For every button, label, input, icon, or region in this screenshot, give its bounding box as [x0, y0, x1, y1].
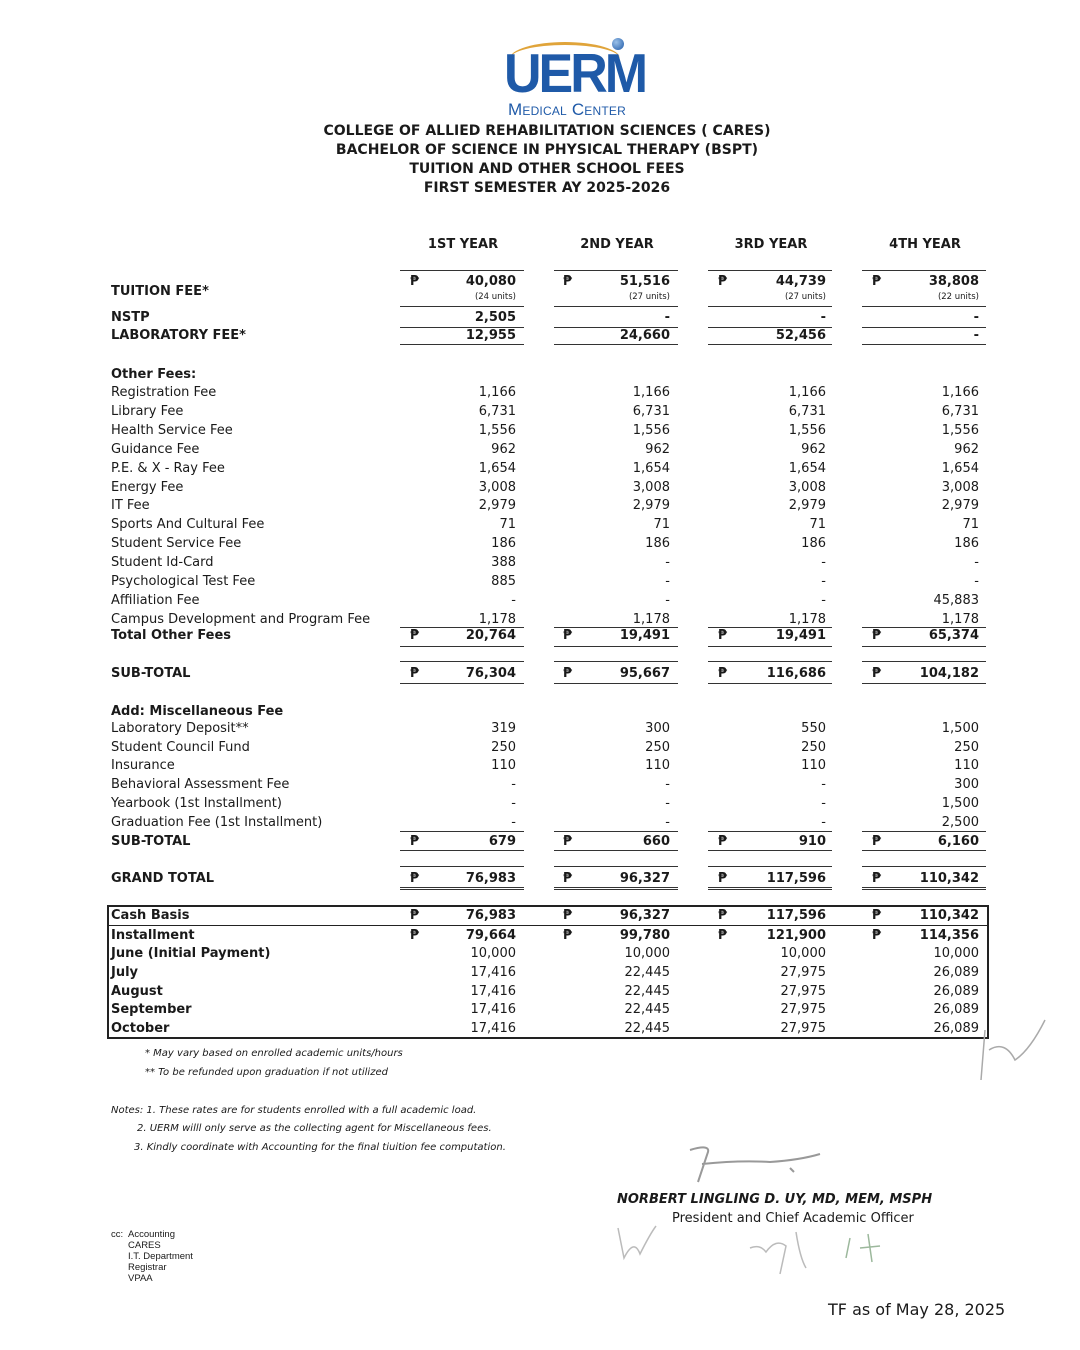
- cell-value: 1,178: [478, 611, 516, 627]
- cell-value: 76,983: [465, 908, 516, 923]
- row-label: Registration Fee: [111, 385, 217, 400]
- cell-value: 2,979: [788, 498, 826, 514]
- cell-value: 1,654: [941, 460, 979, 476]
- cell-value: -: [821, 777, 826, 793]
- misc-fee-row: [111, 721, 1001, 740]
- cell-value: 12,955: [465, 328, 516, 343]
- row-label: Graduation Fee (1st Installment): [111, 814, 323, 830]
- peso-sign: ₱: [872, 908, 882, 923]
- row-label: P.E. & X - Ray Fee: [111, 460, 225, 476]
- total-other-fees-line-4: [862, 646, 986, 647]
- cell-value: 2,505: [474, 310, 516, 325]
- column-header-3: 3RD YEAR: [734, 237, 808, 252]
- cell-value: 116,686: [766, 666, 826, 681]
- peso-sign: ₱: [563, 274, 573, 289]
- peso-sign: ₱: [410, 928, 420, 943]
- peso-sign: ₱: [718, 666, 728, 681]
- misc-subtotal-line-1: [400, 850, 524, 851]
- cell-value: 71: [809, 517, 826, 533]
- note-1: Notes: 1. These rates are for students enrolled with a full academic load.: [111, 1105, 477, 1116]
- cell-value: 1,166: [941, 385, 979, 400]
- fee-row: [111, 536, 1001, 555]
- cell-value: 186: [954, 536, 979, 552]
- cell-value: 17,416: [470, 983, 516, 999]
- document-header: [0, 122, 1080, 198]
- row-label: TUITION FEE*: [111, 284, 209, 299]
- row-label: August: [111, 983, 163, 999]
- cell-value: 962: [491, 441, 516, 457]
- row-label: Yearbook (1st Installment): [111, 795, 282, 811]
- row-label: GRAND TOTAL: [111, 871, 215, 886]
- misc-subtotal-line-2: [554, 850, 678, 851]
- grand-total-double-line-2: [554, 887, 678, 890]
- section-heading: Add: Miscellaneous Fee: [111, 704, 284, 719]
- cell-value: 1,556: [478, 422, 516, 438]
- cell-value: -: [974, 555, 979, 571]
- fee-row: [111, 423, 1001, 442]
- subtotal-bottom-line-1: [400, 683, 524, 684]
- grand-total-top-line-2: [554, 866, 678, 867]
- tuition-bottom-line-3: [708, 306, 832, 307]
- peso-sign: ₱: [872, 834, 882, 849]
- cell-value: 1,556: [941, 422, 979, 438]
- cell-value: 6,160: [937, 834, 979, 849]
- cell-value: 110,342: [919, 871, 979, 886]
- row-label: Laboratory Deposit**: [111, 721, 249, 736]
- cell-value: 20,764: [465, 628, 516, 643]
- misc-fee-row: [111, 740, 1001, 759]
- cell-value: -: [820, 310, 826, 325]
- tuition-bottom-line-4: [862, 306, 986, 307]
- peso-sign: ₱: [872, 871, 882, 886]
- footnote-2: ** To be refunded upon graduation if not utilized: [145, 1067, 388, 1078]
- cell-value: 76,983: [465, 871, 516, 886]
- cell-value: -: [511, 777, 516, 793]
- cell-value: 1,166: [632, 385, 670, 400]
- logo-subtitle: Medical Center: [508, 100, 626, 119]
- cell-value: -: [511, 814, 516, 830]
- tuition-top-line-4: [862, 270, 986, 271]
- cell-value: 1,166: [788, 385, 826, 400]
- cc-block: [111, 1229, 193, 1284]
- as-of-date: TF as of May 28, 2025: [828, 1300, 1006, 1319]
- row-label: Library Fee: [111, 403, 184, 419]
- peso-sign: ₱: [563, 834, 573, 849]
- subtotal-top-line-4: [862, 661, 986, 662]
- cell-value: 27,975: [780, 983, 826, 999]
- fee-row: [111, 404, 1001, 423]
- subtotal-bottom-line-2: [554, 683, 678, 684]
- row-label: LABORATORY FEE*: [111, 328, 246, 343]
- cell-value: 52,456: [775, 328, 826, 343]
- cell-value: 3,008: [478, 479, 516, 495]
- cell-value: 186: [491, 536, 516, 552]
- grand-total-top-line-3: [708, 866, 832, 867]
- peso-sign: ₱: [410, 871, 420, 886]
- cell-value: 22,445: [624, 983, 670, 999]
- fee-row: [111, 555, 1001, 574]
- grand-total-top-line-4: [862, 866, 986, 867]
- cell-value: 3,008: [632, 479, 670, 495]
- units-note: (27 units): [784, 292, 826, 302]
- row-label: Affiliation Fee: [111, 592, 200, 608]
- cell-value: -: [665, 592, 670, 608]
- cell-value: 1,166: [478, 385, 516, 400]
- cell-value: 10,000: [933, 946, 979, 961]
- cell-value: 17,416: [470, 964, 516, 980]
- misc-subtotal-line-3: [708, 850, 832, 851]
- cell-value: 51,516: [619, 274, 670, 289]
- cell-value: -: [821, 592, 826, 608]
- logo-brand: UERM: [504, 43, 646, 105]
- peso-sign: ₱: [718, 928, 728, 943]
- fee-row: [111, 498, 1001, 517]
- peso-sign: ₱: [410, 628, 420, 643]
- other-fees-heading: [111, 367, 1001, 386]
- cc-recipients: [128, 1229, 193, 1284]
- misc-line-4: [862, 831, 986, 832]
- term: FIRST SEMESTER AY 2025-2026: [423, 180, 671, 196]
- cc-recipient: CARES: [128, 1240, 161, 1251]
- cc-recipient: Accounting: [128, 1229, 176, 1240]
- misc-line-2: [554, 831, 678, 832]
- cell-value: 388: [491, 555, 516, 571]
- cell-value: 71: [653, 517, 670, 533]
- peso-sign: ₱: [410, 666, 420, 681]
- cell-value: 99,780: [619, 928, 670, 943]
- cell-value: 19,491: [775, 628, 826, 643]
- footnote-1: * May vary based on enrolled academic units/hours: [145, 1048, 403, 1059]
- peso-sign: ₱: [718, 908, 728, 923]
- row-label: Student Council Fund: [111, 739, 250, 755]
- tuition-top-line-3: [708, 270, 832, 271]
- cell-value: 186: [801, 536, 826, 552]
- total-other-fees-line-3: [708, 646, 832, 647]
- cell-value: -: [665, 777, 670, 793]
- row-label: Psychological Test Fee: [111, 574, 256, 589]
- peso-sign: ₱: [872, 274, 882, 289]
- cell-value: 121,900: [766, 928, 826, 943]
- cell-value: 319: [491, 721, 516, 736]
- peso-sign: ₱: [718, 628, 728, 643]
- subtotal-bottom-line-4: [862, 683, 986, 684]
- cell-value: 3,008: [788, 479, 826, 495]
- column-header-1: 1ST YEAR: [427, 237, 499, 252]
- cell-value: 2,979: [632, 498, 670, 514]
- misc-line-1: [400, 831, 524, 832]
- row-label: June (Initial Payment): [111, 946, 271, 961]
- cell-value: 1,556: [632, 422, 670, 438]
- cell-value: 114,356: [919, 928, 979, 943]
- row-label: Insurance: [111, 758, 175, 774]
- cell-value: 660: [642, 834, 670, 849]
- peso-sign: ₱: [563, 928, 573, 943]
- peso-sign: ₱: [563, 871, 573, 886]
- cell-value: 44,739: [775, 274, 826, 289]
- cell-value: -: [664, 310, 670, 325]
- program-name: BACHELOR OF SCIENCE IN PHYSICAL THERAPY (BSPT): [335, 142, 759, 158]
- peso-sign: ₱: [872, 666, 882, 681]
- cell-value: 2,979: [478, 498, 516, 514]
- laboratory-bottom-line-3: [708, 344, 832, 345]
- initials-scribble: [610, 1218, 900, 1278]
- cell-value: -: [511, 795, 516, 811]
- cell-value: -: [973, 328, 979, 343]
- row-label: Behavioral Assessment Fee: [111, 777, 290, 793]
- note-3: 3. Kindly coordinate with Accounting for the final tiuition fee computation.: [134, 1142, 506, 1153]
- cell-value: 6,731: [478, 403, 516, 419]
- cell-value: 250: [801, 739, 826, 755]
- peso-sign: ₱: [718, 871, 728, 886]
- cell-value: 38,808: [928, 274, 979, 289]
- cell-value: -: [821, 814, 826, 830]
- cell-value: 96,327: [619, 908, 670, 923]
- cc-recipient: I.T. Department: [128, 1251, 193, 1262]
- cell-value: 110: [801, 758, 826, 774]
- cell-value: 962: [801, 441, 826, 457]
- initial-scribble: [975, 1010, 1055, 1090]
- cell-value: 10,000: [470, 946, 516, 961]
- cell-value: -: [974, 574, 979, 589]
- cell-value: -: [821, 795, 826, 811]
- row-label: SUB-TOTAL: [111, 666, 191, 681]
- cell-value: -: [665, 574, 670, 589]
- cell-value: 117,596: [766, 908, 826, 923]
- cell-value: 186: [645, 536, 670, 552]
- total-other-fees-line-2: [554, 646, 678, 647]
- cell-value: 250: [645, 739, 670, 755]
- row-label: July: [111, 964, 139, 980]
- cell-value: 95,667: [619, 666, 670, 681]
- cell-value: 300: [645, 721, 670, 736]
- cell-value: 110: [645, 758, 670, 774]
- peso-sign: ₱: [563, 908, 573, 923]
- fee-row: [111, 442, 1001, 461]
- fee-row: [111, 517, 1001, 536]
- tuition-top-line-2: [554, 270, 678, 271]
- grand-total-double-line-3: [708, 887, 832, 890]
- subtotal-top-line-1: [400, 661, 524, 662]
- cell-value: 2,979: [941, 498, 979, 514]
- cell-value: 1,178: [941, 611, 979, 627]
- subtotal-bottom-line-3: [708, 683, 832, 684]
- cell-value: 17,416: [470, 1002, 516, 1018]
- cell-value: 45,883: [933, 592, 979, 608]
- document-title: TUITION AND OTHER SCHOOL FEES: [409, 161, 685, 177]
- cell-value: 2,500: [941, 814, 979, 830]
- laboratory-bottom-line-4: [862, 344, 986, 345]
- misc-fee-row: [111, 758, 1001, 777]
- fee-row: [111, 461, 1001, 480]
- cell-value: 6,731: [788, 403, 826, 419]
- column-header-2: 2ND YEAR: [580, 237, 654, 252]
- cell-value: 1,500: [941, 721, 979, 736]
- total-other-fees-line-1: [400, 646, 524, 647]
- cell-value: 26,089: [933, 1002, 979, 1018]
- cell-value: 1,178: [788, 611, 826, 627]
- note-2: 2. UERM willl only serve as the collecting agent for Miscellaneous fees.: [137, 1123, 492, 1134]
- cell-value: 679: [488, 834, 516, 849]
- cell-value: 27,975: [780, 1021, 826, 1037]
- cell-value: -: [821, 555, 826, 571]
- cc-label: cc:: [111, 1229, 124, 1240]
- cell-value: -: [665, 555, 670, 571]
- cell-value: 40,080: [465, 274, 516, 289]
- uerm-logo: [490, 36, 650, 120]
- cell-value: 22,445: [624, 1002, 670, 1018]
- cell-value: 96,327: [619, 871, 670, 886]
- grand-total-top-line-1: [400, 866, 524, 867]
- peso-sign: ₱: [410, 274, 420, 289]
- cell-value: 117,596: [766, 871, 826, 886]
- cell-value: -: [665, 814, 670, 830]
- row-label: Guidance Fee: [111, 441, 200, 457]
- laboratory-bottom-line-1: [400, 344, 524, 345]
- cell-value: 71: [962, 517, 979, 533]
- misc-fee-row: [111, 777, 1001, 796]
- cell-value: 3,008: [941, 479, 979, 495]
- misc-subtotal-line-4: [862, 850, 986, 851]
- cell-value: 1,556: [788, 422, 826, 438]
- cell-value: 27,975: [780, 964, 826, 980]
- cell-value: 22,445: [624, 964, 670, 980]
- row-label: IT Fee: [111, 498, 150, 514]
- cell-value: 1,654: [788, 460, 826, 476]
- peso-sign: ₱: [718, 274, 728, 289]
- section-heading: Other Fees:: [111, 367, 197, 382]
- signatory-title: President and Chief Academic Officer: [672, 1211, 914, 1226]
- units-note: (22 units): [937, 292, 979, 302]
- signature-scribble: [680, 1138, 830, 1188]
- fee-row: [111, 385, 1001, 404]
- cc-recipient: Registrar: [128, 1262, 167, 1273]
- cell-value: 79,664: [465, 928, 516, 943]
- cell-value: 27,975: [780, 1002, 826, 1018]
- units-note: (24 units): [474, 292, 516, 302]
- cell-value: -: [665, 795, 670, 811]
- cell-value: 962: [954, 441, 979, 457]
- peso-sign: ₱: [410, 908, 420, 923]
- cell-value: 71: [499, 517, 516, 533]
- cell-value: 26,089: [933, 983, 979, 999]
- cc-recipient: VPAA: [128, 1273, 153, 1284]
- cell-value: 19,491: [619, 628, 670, 643]
- row-label: October: [111, 1021, 170, 1037]
- cell-value: 1,654: [478, 460, 516, 476]
- cell-value: 22,445: [624, 1021, 670, 1037]
- cell-value: 250: [954, 739, 979, 755]
- college-name: COLLEGE OF ALLIED REHABILITATION SCIENCES ( CARES): [323, 123, 771, 139]
- cell-value: 6,731: [632, 403, 670, 419]
- fee-row: [111, 574, 1001, 593]
- cell-value: 104,182: [919, 666, 979, 681]
- cell-value: 6,731: [941, 403, 979, 419]
- row-label: Cash Basis: [111, 908, 190, 923]
- cell-value: 250: [491, 739, 516, 755]
- cell-value: 885: [491, 574, 516, 589]
- cell-value: 910: [798, 834, 826, 849]
- peso-sign: ₱: [718, 834, 728, 849]
- peso-sign: ₱: [410, 834, 420, 849]
- cell-value: 17,416: [470, 1021, 516, 1037]
- tuition-top-line-1: [400, 270, 524, 271]
- cell-value: -: [821, 574, 826, 589]
- units-note: (27 units): [628, 292, 670, 302]
- cell-value: 1,178: [632, 611, 670, 627]
- signatory-name: NORBERT LINGLING D. UY, MD, MEM, MSPH: [617, 1192, 933, 1207]
- cell-value: 10,000: [624, 946, 670, 961]
- fee-row: [111, 593, 1001, 612]
- cell-value: 110,342: [919, 908, 979, 923]
- peso-sign: ₱: [872, 628, 882, 643]
- cell-value: 26,089: [933, 1021, 979, 1037]
- cell-value: 550: [801, 721, 826, 736]
- cell-value: 10,000: [780, 946, 826, 961]
- row-label: Campus Development and Program Fee: [111, 611, 371, 627]
- cell-value: -: [973, 310, 979, 325]
- cell-value: 110: [491, 758, 516, 774]
- cell-value: 24,660: [619, 328, 670, 343]
- cell-value: -: [511, 592, 516, 608]
- row-label: Installment: [111, 928, 195, 943]
- peso-sign: ₱: [563, 666, 573, 681]
- grand-total-double-line-1: [400, 887, 524, 890]
- payment-divider: [107, 925, 987, 926]
- row-label: Health Service Fee: [111, 422, 233, 438]
- cell-value: 26,089: [933, 964, 979, 980]
- cell-value: 1,654: [632, 460, 670, 476]
- row-label: SUB-TOTAL: [111, 834, 191, 849]
- row-label: NSTP: [111, 310, 150, 325]
- tuition-bottom-line-2: [554, 306, 678, 307]
- cell-value: 110: [954, 758, 979, 774]
- total-other-fees-row: [111, 628, 1001, 647]
- laboratory-bottom-line-2: [554, 344, 678, 345]
- row-label: September: [111, 1002, 192, 1018]
- cell-value: 300: [954, 777, 979, 793]
- grand-total-double-line-4: [862, 887, 986, 890]
- peso-sign: ₱: [563, 628, 573, 643]
- subtotal-top-line-3: [708, 661, 832, 662]
- row-label: Student Service Fee: [111, 536, 242, 552]
- cell-value: 1,500: [941, 795, 979, 811]
- fee-row: [111, 480, 1001, 499]
- cell-value: 65,374: [928, 628, 979, 643]
- cell-value: 76,304: [465, 666, 516, 681]
- row-label: Total Other Fees: [111, 628, 232, 643]
- peso-sign: ₱: [872, 928, 882, 943]
- subtotal-top-line-2: [554, 661, 678, 662]
- row-label: Energy Fee: [111, 479, 184, 495]
- column-header-4: 4TH YEAR: [889, 237, 961, 252]
- row-label: Sports And Cultural Fee: [111, 517, 265, 533]
- tuition-bottom-line-1: [400, 306, 524, 307]
- misc-fee-row: [111, 796, 1001, 815]
- misc-line-3: [708, 831, 832, 832]
- cell-value: 962: [645, 441, 670, 457]
- row-label: Student Id-Card: [111, 555, 214, 571]
